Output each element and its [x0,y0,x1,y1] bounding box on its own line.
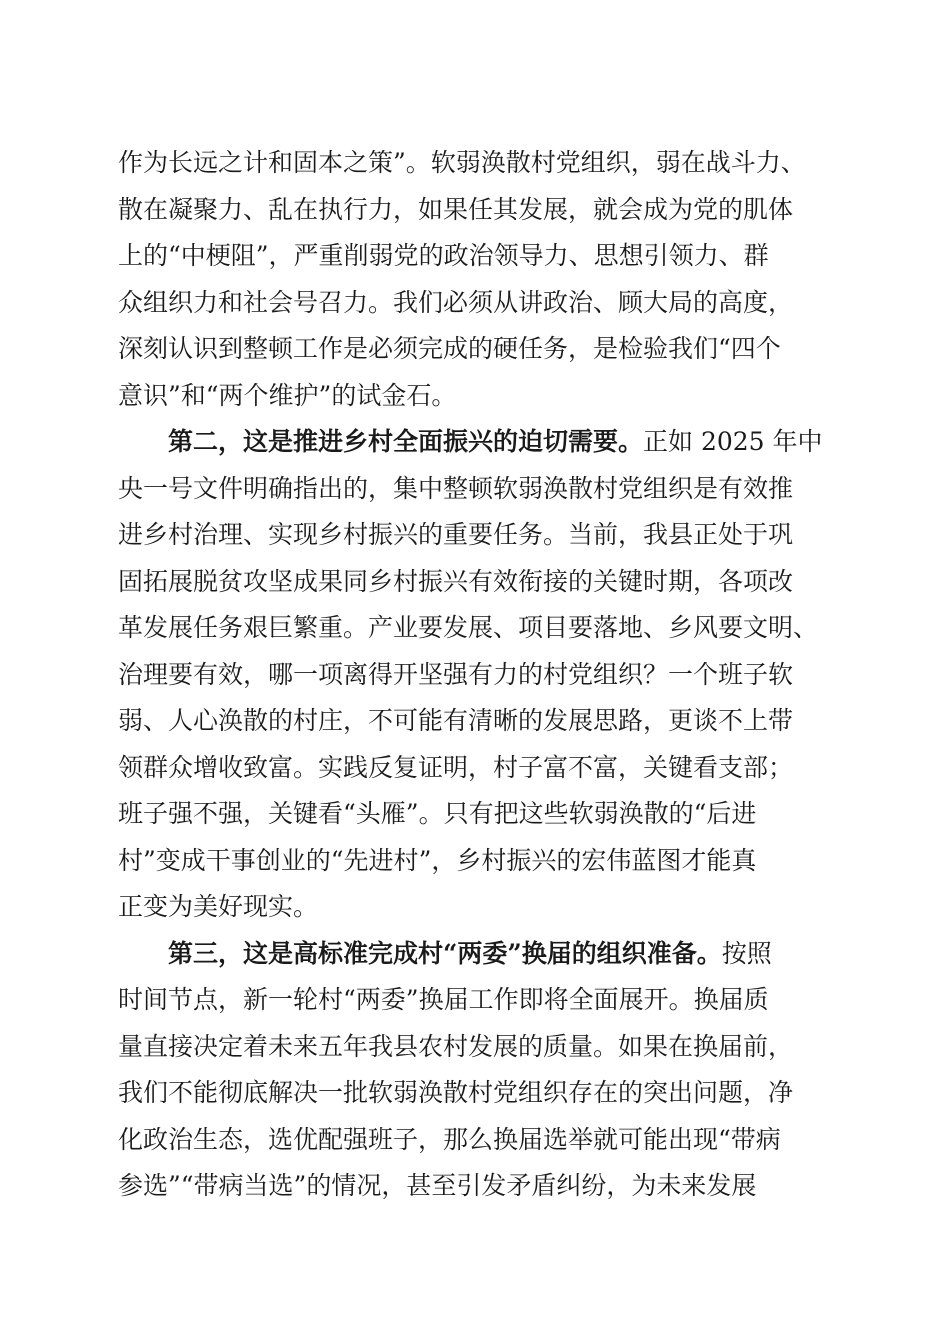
body-text-run: 深刻认识到整顿工作是必须完成的硬任务，是检验我们“四个 [118,334,781,363]
body-text-run: 治理要有效，哪一项离得开坚强有力的村党组织？一个班子软 [118,659,794,689]
text-line [118,559,848,606]
body-text-run: 作为长远之计和固本之策”。软弱涣散村党组织，弱在战斗力、 [118,148,806,177]
body-text-run: 散在凝聚力、乱在执行力，如果任其发展，就会成为党的肌体 [118,194,794,224]
body-text-run: 固拓展脱贫攻坚成果同乡村振兴有效衔接的关键时期，各项改 [118,566,794,596]
text-line [118,1070,848,1117]
text-line [118,838,848,885]
text-line [118,745,848,792]
body-text-run: 领群众增收致富。实践反复证明，村子富不富，关键看支部； [118,752,794,782]
text-line [118,280,848,327]
text-line [118,698,848,745]
paragraph-first-line [118,419,848,466]
text-line [118,1117,848,1164]
text-line [118,605,848,652]
body-text-run: 弱、人心涣散的村庄，不可能有清晰的发展思路，更谈不上带 [118,706,794,735]
text-line [118,652,848,699]
body-text-run: 我们不能彻底解决一批软弱涣散村党组织存在的突出问题，净 [118,1078,794,1107]
text-line [118,1163,848,1210]
section-heading-text: 第三，这是高标准完成村“两委”换届的组织准备。 [168,938,722,968]
body-text-run: 村”变成干事创业的“先进村”，乡村振兴的宏伟蓝图才能真 [118,845,757,875]
text-line [118,373,848,420]
body-text-run: 按照 [721,938,772,968]
body-text-run: 央一号文件明确指出的，集中整顿软弱涣散村党组织是有效推 [118,473,794,503]
body-text-run: 意识”和“两个维护”的试金石。 [118,380,457,410]
body-text-run: 参选”“带病当选”的情况，甚至引发矛盾纠纷，为未来发展 [118,1171,757,1200]
body-text-run: 正变为美好现实。 [118,892,319,921]
body-text [118,140,848,1210]
section-heading-text: 第二，这是推进乡村全面振兴的迫切需要。 [168,427,644,456]
body-text-run: 革发展任务艰巨繁重。产业要发展、项目要落地、乡风要文明、 [118,613,819,642]
text-line [118,791,848,838]
text-line [118,233,848,280]
body-text-run: 班子强不强，关键看“头雁”。只有把这些软弱涣散的“后进 [118,799,757,828]
text-line [118,884,848,931]
text-line [118,1024,848,1071]
body-text-run: 上的“中梗阻”，严重削弱党的政治领导力、思想引领力、群 [118,241,769,270]
body-text-run: 时间节点，新一轮村“两委”换届工作即将全面展开。换届质 [118,985,769,1014]
text-line [118,977,848,1024]
text-line [118,512,848,559]
body-text-run: 量直接决定着未来五年我县农村发展的质量。如果在换届前， [118,1031,794,1061]
text-line [118,187,848,234]
body-text-run: 化政治生态，选优配强班子，那么换届选举就可能出现“带病 [118,1124,781,1154]
paragraph-first-line [118,931,848,978]
body-text-run: 众组织力和社会号召力。我们必须从讲政治、顾大局的高度， [118,287,794,317]
text-line [118,140,848,187]
body-text-run: 正如 2025 年中 [643,427,823,456]
text-line [118,466,848,513]
text-line [118,326,848,373]
body-text-run: 进乡村治理、实现乡村振兴的重要任务。当前，我县正处于巩 [118,520,794,549]
